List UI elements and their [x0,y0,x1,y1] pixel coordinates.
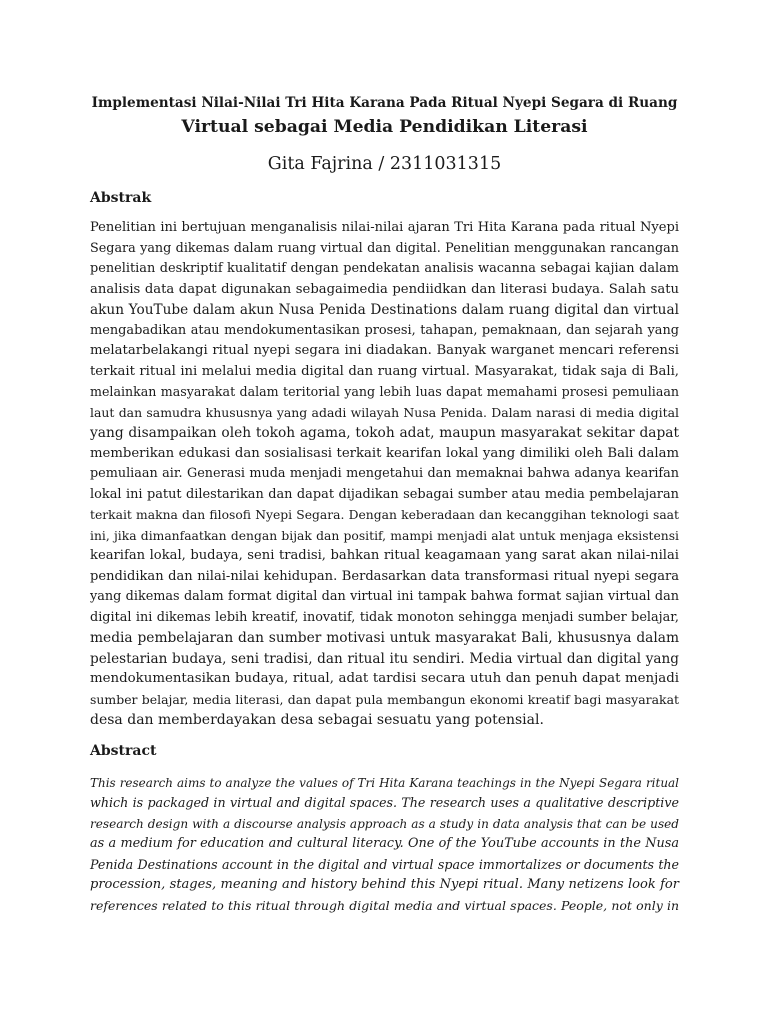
text-line: This research aims to analyze the values of Tri Hita Karana teachings in the Nyepi Segara ritual [90,775,679,790]
abstrak-paragraph [90,218,679,731]
text-line: digital ini dikemas lebih kreatif, inovatif, tidak monoton sehingga menjadi sumber belajar, [90,609,679,625]
text-line: Penelitian ini bertujuan menganalisis nilai-nilai ajaran Tri Hita Karana pada ritual Nyepi [90,220,679,235]
title-line: Implementasi Nilai-Nilai Tri Hita Karana Pada Ritual Nyepi Segara di Ruang [91,95,678,111]
text-line: sumber belajar, media literasi, dan dapat pula membangun ekonomi kreatif bagi masyarakat [90,691,679,707]
abstract-paragraph [90,773,679,917]
text-line: melatarbelakangi ritual nyepi segara ini diadakan. Banyak warganet mencari referensi [90,343,679,358]
text-line: as a medium for education and cultural literacy. One of the YouTube accounts in the Nusa [90,836,679,851]
text-line: lokal ini patut dilestarikan dan dapat dijadikan sebagai sumber atau media pembelajaran [90,486,679,502]
text-line: melainkan masyarakat dalam teritorial yang lebih luas dapat memahami prosesi pemuliaan [90,384,679,399]
text-line: kearifan lokal, budaya, seni tradisi, bahkan ritual keagamaan yang sarat akan nilai-nilai [90,548,679,563]
abstrak-heading: Abstrak [90,190,152,206]
text-line: which is packaged in virtual and digital spaces. The research uses a qualitative descriptive [90,795,679,810]
author-line: Gita Fajrina / 2311031315 [267,154,502,174]
text-line: yang dikemas dalam format digital dan virtual ini tampak bahwa format sajian virtual dan [90,589,679,604]
abstract-heading: Abstract [90,742,157,759]
text-line: ini, jika dimanfaatkan dengan bijak dan positif, mampi menjadi alat untuk menjaga eksistensi [90,528,679,543]
document-page [90,88,679,916]
text-line: procession, stages, meaning and history behind this Nyepi ritual. Many netizens look for [90,877,679,892]
text-line: desa dan memberdayakan desa sebagai sesuatu yang potensial. [90,712,544,728]
text-line: mengabadikan atau mendokumentasikan prosesi, tahapan, pemaknaan, dan sejarah yang [90,322,679,338]
text-line: pemuliaan air. Generasi muda menjadi mengetahui dan memaknai bahwa adanya kearifan [90,466,679,481]
text-line: mendokumentasikan budaya, ritual, adat tardisi secara utuh dan penuh dapat menjadi [90,671,679,686]
text-line: references related to this ritual through digital media and virtual spaces. People, not only in [90,897,679,913]
text-line: Penida Destinations account in the digital and virtual space immortalizes or documents the [90,856,679,872]
text-line: terkait ritual ini melalui media digital dan ruang virtual. Masyarakat, tidak saja di Bali, [90,363,679,379]
text-line: pendidikan dan nilai-nilai kehidupan. Berdasarkan data transformasi ritual nyepi segara [90,568,679,584]
text-line: penelitian deskriptif kualitatif dengan pendekatan analisis wacanna sebagai kajian dalam [90,261,679,276]
text-line: memberikan edukasi dan sosialisasi terkait kearifan lokal yang dimiliki oleh Bali dalam [90,445,679,461]
title-line: Virtual sebagai Media Pendidikan Literasi [181,117,588,137]
text-line: terkait makna dan filosofi Nyepi Segara. Dengan keberadaan dan kecanggihan teknologi saat [90,508,679,522]
text-line: pelestarian budaya, seni tradisi, dan ritual itu sendiri. Media virtual dan digital yang [90,650,679,667]
text-line: laut dan samudra khususnya yang adadi wilayah Nusa Penida. Dalam narasi di media digital [90,404,679,420]
text-line: akun YouTube dalam akun Nusa Penida Destinations dalam ruang digital dan virtual [90,302,679,318]
text-line: Segara yang dikemas dalam ruang virtual dan digital. Penelitian menggunakan rancangan [90,240,679,256]
document-title [90,91,679,139]
text-line: analisis data dapat digunakan sebagaimedia pendiidkan dan literasi budaya. Salah satu [90,281,679,297]
text-line: media pembelajaran dan sumber motivasi untuk masyarakat Bali, khususnya dalam [90,630,679,646]
text-line: research design with a discourse analysis approach as a study in data analysis that can be used [90,816,679,831]
text-line: yang disampaikan oleh tokoh agama, tokoh adat, maupun masyarakat sekitar dapat [90,425,679,441]
